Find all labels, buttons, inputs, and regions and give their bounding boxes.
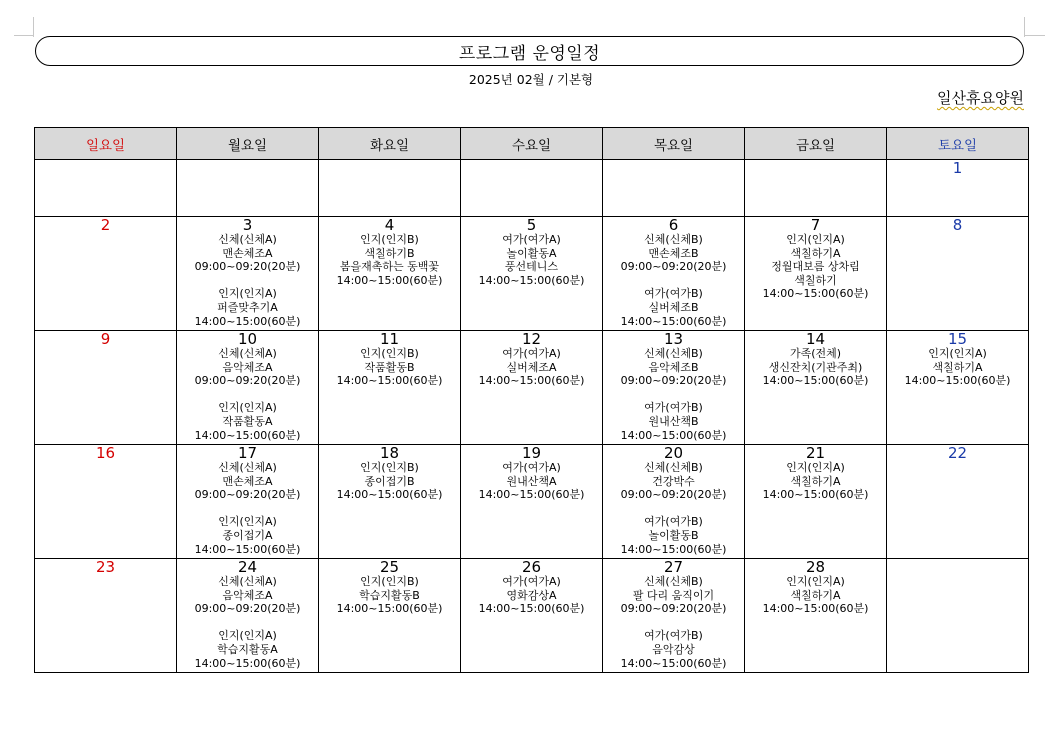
day-number: 11 [379, 330, 400, 348]
day-number: 27 [663, 558, 684, 576]
activity-line: 09:00~09:20(20분) [194, 602, 301, 616]
activity-line: 정월대보름 상차림 [771, 260, 860, 274]
activity-line: 14:00~15:00(60분) [904, 374, 1011, 388]
activity-line: 실버체조B [648, 300, 699, 314]
day-activities [177, 461, 318, 556]
day-activities [319, 233, 460, 287]
day-number: 7 [810, 216, 821, 234]
crop-mark-top-left-horizontal [14, 35, 34, 36]
day-activities [177, 347, 318, 442]
weekday-header-saturday: 토요일 [887, 128, 1029, 160]
calendar-day-cell [887, 445, 1029, 559]
day-activities [603, 575, 744, 670]
calendar-day-cell [35, 331, 177, 445]
activity-line: 신체(신체A) [218, 575, 277, 588]
activity-line: 원내산책A [506, 474, 557, 488]
activity-line: 인지(인지B) [360, 461, 419, 474]
calendar-day-cell [177, 331, 319, 445]
activity-line: 신체(신체B) [644, 461, 703, 474]
activity-line: 여가(여가B) [644, 401, 703, 415]
page-subtitle: 2025년 02월 / 기본형 [468, 72, 594, 87]
crop-mark-top-left-vertical [33, 17, 34, 37]
day-activities [461, 461, 602, 502]
activity-line: 14:00~15:00(60분) [194, 542, 301, 556]
calendar-day-cell [177, 559, 319, 673]
activity-line: 색칠하기A [790, 246, 841, 260]
activity-line: 색칠하기A [932, 360, 983, 374]
activity-line: 음악감상 [652, 642, 695, 656]
activity-line: 14:00~15:00(60분) [336, 273, 443, 287]
activity-line: 09:00~09:20(20분) [620, 602, 727, 616]
activity-line: 작품활동A [222, 414, 273, 428]
facility-name: 일산휴요양원 [937, 89, 1024, 107]
activity-line: 14:00~15:00(60분) [194, 656, 301, 670]
day-number: 23 [95, 558, 116, 576]
weekday-header-monday: 월요일 [177, 128, 319, 160]
activity-line: 생신잔치(기관주최) [768, 360, 863, 374]
day-activities [745, 233, 886, 301]
activity-line: 신체(신체A) [218, 233, 277, 246]
calendar-day-cell [745, 160, 887, 217]
activity-line: 14:00~15:00(60분) [762, 287, 869, 301]
activity-line: 인지(인지A) [786, 233, 845, 246]
activity-line: 실버체조A [506, 360, 557, 374]
day-number: 1 [952, 159, 963, 177]
calendar-week-row [35, 331, 1029, 445]
day-number: 19 [521, 444, 542, 462]
activity-line: 놀이활동A [506, 246, 557, 260]
day-activities [745, 347, 886, 388]
activity-line: 여가(여가B) [644, 287, 703, 301]
day-number: 16 [95, 444, 116, 462]
calendar-day-cell [319, 160, 461, 217]
calendar-day-cell [319, 331, 461, 445]
activity-line: 09:00~09:20(20분) [620, 488, 727, 502]
activity-line: 14:00~15:00(60분) [620, 314, 727, 328]
page-title: 프로그램 운영일정 [458, 43, 601, 64]
activity-line: 음악체조A [222, 360, 273, 374]
day-number: 15 [947, 330, 968, 348]
day-number: 6 [668, 216, 679, 234]
calendar-day-cell [887, 559, 1029, 673]
calendar-day-cell [35, 445, 177, 559]
calendar-day-cell [461, 445, 603, 559]
activity-line: 봄을재촉하는 동백꽃 [339, 260, 440, 274]
weekday-header-row [35, 128, 1029, 160]
day-number: 2 [100, 216, 111, 234]
calendar-day-cell [603, 160, 745, 217]
activity-line: 14:00~15:00(60분) [478, 602, 585, 616]
calendar-week-row [35, 445, 1029, 559]
activity-line: 인지(인지A) [928, 347, 987, 360]
day-activities [177, 575, 318, 670]
activity-line: 14:00~15:00(60분) [762, 488, 869, 502]
activity-line: 음악체조B [648, 360, 699, 374]
calendar-day-cell [603, 217, 745, 331]
calendar-day-cell [745, 217, 887, 331]
day-number: 18 [379, 444, 400, 462]
day-number: 22 [947, 444, 968, 462]
activity-line: 09:00~09:20(20분) [194, 374, 301, 388]
day-number: 8 [952, 216, 963, 234]
calendar-day-cell [887, 331, 1029, 445]
day-number: 25 [379, 558, 400, 576]
activity-line: 14:00~15:00(60분) [620, 428, 727, 442]
activity-line: 14:00~15:00(60분) [336, 602, 443, 616]
activity-line: 14:00~15:00(60분) [478, 273, 585, 287]
day-number: 28 [805, 558, 826, 576]
calendar-day-cell [745, 331, 887, 445]
activity-line: 인지(인지A) [786, 461, 845, 474]
activity-line: 팔 다리 움직이기 [632, 588, 715, 602]
calendar-day-cell [461, 160, 603, 217]
calendar-day-cell [35, 160, 177, 217]
activity-line: 건강박수 [652, 474, 695, 488]
day-activities [603, 347, 744, 442]
day-activities [745, 461, 886, 502]
activity-line: 색칠하기A [790, 474, 841, 488]
activity-line: 인지(인지B) [360, 347, 419, 360]
calendar-day-cell [35, 217, 177, 331]
calendar-day-cell [177, 445, 319, 559]
calendar-day-cell [603, 559, 745, 673]
day-number: 14 [805, 330, 826, 348]
activity-line: 신체(신체A) [218, 461, 277, 474]
title-banner [35, 36, 1024, 66]
activity-line: 신체(신체B) [644, 233, 703, 246]
weekday-header-sunday: 일요일 [35, 128, 177, 160]
calendar-day-cell [177, 217, 319, 331]
activity-line: 색칠하기B [364, 246, 415, 260]
activity-line: 여가(여가A) [502, 461, 561, 474]
activity-line: 인지(인지A) [218, 287, 277, 301]
activity-line: 색칠하기A [790, 588, 841, 602]
day-activities [461, 233, 602, 287]
activity-line: 09:00~09:20(20분) [194, 488, 301, 502]
schedule-calendar [34, 127, 1029, 673]
activity-line: 09:00~09:20(20분) [620, 260, 727, 274]
weekday-header-wednesday: 수요일 [461, 128, 603, 160]
day-number: 17 [237, 444, 258, 462]
activity-line: 여가(여가A) [502, 347, 561, 360]
day-activities [319, 347, 460, 388]
day-number: 26 [521, 558, 542, 576]
activity-line: 맨손체조A [222, 474, 273, 488]
day-number: 20 [663, 444, 684, 462]
day-number: 9 [100, 330, 111, 348]
activity-line: 14:00~15:00(60분) [336, 488, 443, 502]
activity-line: 09:00~09:20(20분) [194, 260, 301, 274]
activity-line: 인지(인지A) [218, 629, 277, 643]
activity-line: 색칠하기 [794, 273, 837, 287]
activity-line: 인지(인지A) [218, 401, 277, 415]
calendar-day-cell [319, 559, 461, 673]
calendar-week-row [35, 160, 1029, 217]
activity-line: 풍선테니스 [504, 260, 559, 274]
activity-line: 인지(인지A) [218, 515, 277, 529]
calendar-day-cell [745, 445, 887, 559]
day-number: 13 [663, 330, 684, 348]
day-activities [461, 575, 602, 616]
activity-line: 인지(인지B) [360, 575, 419, 588]
activity-line: 학습지활동B [359, 588, 420, 602]
weekday-header-tuesday: 화요일 [319, 128, 461, 160]
day-activities [461, 347, 602, 388]
calendar-day-cell [461, 217, 603, 331]
day-number: 21 [805, 444, 826, 462]
activity-line: 14:00~15:00(60분) [194, 428, 301, 442]
calendar-day-cell [603, 445, 745, 559]
activity-line: 놀이활동B [648, 528, 699, 542]
crop-mark-top-right-vertical [1024, 17, 1025, 37]
activity-line: 인지(인지B) [360, 233, 419, 246]
day-number: 5 [526, 216, 537, 234]
activity-line: 여가(여가A) [502, 575, 561, 588]
activity-line: 원내산책B [648, 414, 699, 428]
activity-line: 09:00~09:20(20분) [620, 374, 727, 388]
day-activities [887, 347, 1028, 388]
activity-line: 14:00~15:00(60분) [620, 656, 727, 670]
activity-line: 영화감상A [506, 588, 557, 602]
activity-line: 신체(신체B) [644, 575, 703, 588]
calendar-day-cell [745, 559, 887, 673]
activity-line: 신체(신체A) [218, 347, 277, 360]
weekday-header-thursday: 목요일 [603, 128, 745, 160]
day-number: 12 [521, 330, 542, 348]
activity-line: 14:00~15:00(60분) [194, 314, 301, 328]
day-number: 3 [242, 216, 253, 234]
activity-line: 맨손체조A [222, 246, 273, 260]
calendar-day-cell [177, 160, 319, 217]
day-number: 10 [237, 330, 258, 348]
weekday-header-friday: 금요일 [745, 128, 887, 160]
activity-line: 신체(신체B) [644, 347, 703, 360]
activity-line: 여가(여가B) [644, 629, 703, 643]
activity-line: 학습지활동A [217, 642, 278, 656]
activity-line: 14:00~15:00(60분) [478, 374, 585, 388]
calendar-day-cell [887, 217, 1029, 331]
activity-line: 인지(인지A) [786, 575, 845, 588]
day-activities [603, 233, 744, 328]
day-number: 24 [237, 558, 258, 576]
activity-line: 14:00~15:00(60분) [478, 488, 585, 502]
day-activities [603, 461, 744, 556]
activity-line: 맨손체조B [648, 246, 699, 260]
day-number: 4 [384, 216, 395, 234]
calendar-day-cell [319, 445, 461, 559]
activity-line: 14:00~15:00(60분) [620, 542, 727, 556]
calendar-day-cell [35, 559, 177, 673]
calendar-week-row [35, 217, 1029, 331]
activity-line: 14:00~15:00(60분) [762, 602, 869, 616]
activity-line: 음악체조A [222, 588, 273, 602]
activity-line: 14:00~15:00(60분) [336, 374, 443, 388]
calendar-week-row [35, 559, 1029, 673]
calendar-day-cell [603, 331, 745, 445]
activity-line: 종이접기A [222, 528, 273, 542]
activity-line: 14:00~15:00(60분) [762, 374, 869, 388]
calendar-day-cell [887, 160, 1029, 217]
day-activities [745, 575, 886, 616]
crop-mark-top-right-horizontal [1025, 35, 1045, 36]
activity-line: 여가(여가A) [502, 233, 561, 246]
calendar-day-cell [461, 559, 603, 673]
activity-line: 작품활동B [364, 360, 415, 374]
calendar-day-cell [461, 331, 603, 445]
day-activities [177, 233, 318, 328]
activity-line: 여가(여가B) [644, 515, 703, 529]
day-activities [319, 461, 460, 502]
activity-line: 퍼즐맞추기A [217, 300, 278, 314]
calendar-day-cell [319, 217, 461, 331]
day-activities [319, 575, 460, 616]
activity-line: 가족(전체) [789, 347, 842, 360]
activity-line: 종이접기B [364, 474, 415, 488]
